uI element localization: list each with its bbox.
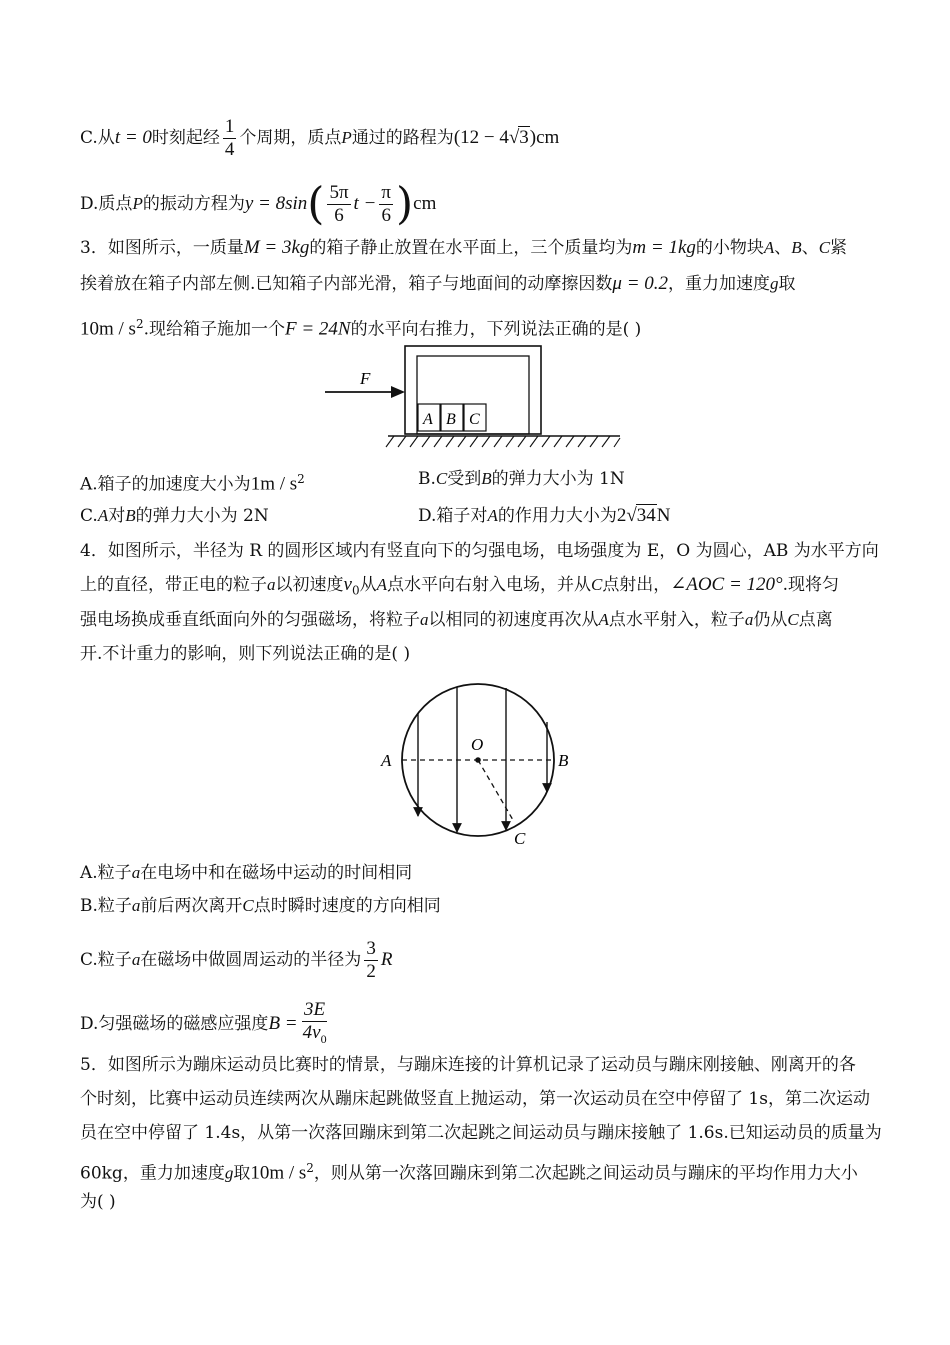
- label-b: B: [558, 751, 569, 770]
- circle-field-figure: [375, 682, 585, 850]
- q4-stem-line2: 上的直径，带正电的粒子a以初速度$v_0$从A点水平向右射入电场，并从C点射出，∠AOC = 120°.现将匀: [80, 574, 840, 598]
- label-c: C: [514, 829, 526, 848]
- center-point: [475, 757, 481, 763]
- q4-stem-line3: 强电场换成垂直纸面向外的匀强磁场，将粒子a以相同的初速度再次从A点水平射入，粒子a仍从C点离: [80, 610, 833, 630]
- label-o: O: [471, 735, 484, 754]
- q5-stem-line3: 员在空中停留了 1.4s，从第一次落回蹦床到第二次起跳之间运动员与蹦床接触了 1.6s.已知运动员的质量为: [80, 1123, 882, 1143]
- force-arrow-head: [391, 386, 405, 398]
- q3-option-a: A.箱子的加速度大小为$1m / s^2$: [80, 472, 305, 495]
- q3-option-d: D.箱子对A的作用力大小为2√34N: [418, 505, 671, 526]
- block-b-label: B: [446, 411, 456, 428]
- label-a: A: [381, 751, 392, 770]
- q4-option-d: D.匀强磁场的磁感应强度B = $\frac{3E}{4v_0}$: [80, 999, 327, 1046]
- q5-stem-line4: 60kg，重力加速度g取$10m / s^2$，则从第一次落回蹦床到第二次起跳之间运动员与蹦床的平均作用力大小: [80, 1161, 858, 1184]
- box-figure: [320, 344, 630, 452]
- q4-option-c: C.粒子a在磁场中做圆周运动的半径为 $\frac{3}{2}$ R: [80, 938, 393, 982]
- q5-stem-line2: 个时刻，比赛中运动员连续两次从蹦床起跳做竖直上抛运动，第一次运动员在空中停留了 1s，第二次运动: [80, 1089, 870, 1109]
- q3-stem-line1: 3．如图所示，一质量M = 3kg的箱子静止放置在水平面上，三个质量均为m = 1kg的小物块A、B、C紧: [80, 237, 848, 258]
- force-label: F: [360, 369, 371, 388]
- block-a-label: A: [423, 411, 433, 428]
- ground-hatching: [386, 436, 620, 447]
- q4-option-b: B.粒子a前后两次离开C点时瞬时速度的方向相同: [80, 896, 441, 916]
- fraction: $\frac{1}{4}$: [224, 116, 235, 160]
- q2-option-d: D.质点P的振动方程为y = 8sin( $\frac{5\pi}{6}$ t − $\frac{\pi}{6}$ )cm: [80, 178, 437, 230]
- q5-stem-line5: 为( ): [80, 1192, 116, 1212]
- q2-option-c: C.从t = 0时刻起经 $\frac{1}{4}$ 个周期，质点P通过的路程为(12 − 4√3)cm: [80, 116, 560, 160]
- q3-stem-line2: 挨着放在箱子内部左侧.已知箱子内部光滑，箱子与地面间的动摩擦因数μ = 0.2，重力加速度g取: [80, 273, 796, 294]
- block-c-label: C: [469, 411, 480, 428]
- q3-option-c: C.A对B的弹力大小为 2N: [80, 506, 269, 526]
- radius-oc: [478, 760, 513, 820]
- q3-stem-line3: $10m / s^2$.现给箱子施加一个F = 24N的水平向右推力，下列说法正确的是( ): [80, 317, 642, 340]
- q4-stem-line1: 4．如图所示，半径为 R 的圆形区域内有竖直向下的匀强电场，电场强度为 E，O 为圆心，AB 为水平方向: [80, 541, 879, 561]
- q4-option-a: A.粒子a在电场中和在磁场中运动的时间相同: [80, 863, 413, 883]
- q5-stem-line1: 5．如图所示为蹦床运动员比赛时的情景，与蹦床连接的计算机记录了运动员与蹦床刚接触、刚离开的各: [80, 1055, 856, 1075]
- field-lines: [418, 687, 547, 832]
- q4-stem-line4: 开.不计重力的影响，则下列说法正确的是( ): [80, 644, 411, 664]
- q3-option-b: B.C受到B的弹力大小为 1N: [418, 469, 625, 489]
